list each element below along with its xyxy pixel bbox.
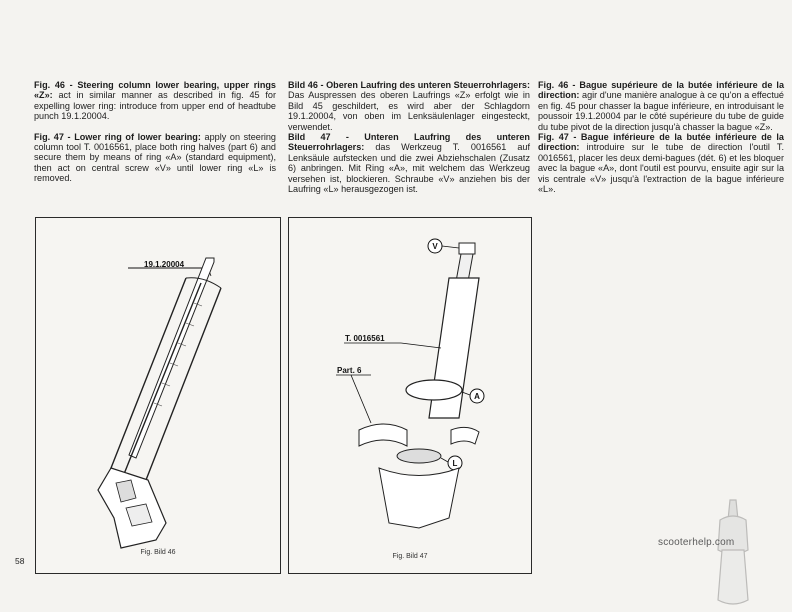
fig47-ring-a [406, 380, 462, 400]
figure-46-box [35, 217, 281, 574]
fig47-callout-v: V [432, 242, 438, 251]
bild47-german-title: Bild 47 - Unteren Laufring des unteren Steuerrohrlagers: [288, 132, 530, 153]
fig47-tool-label: T. 0016561 [345, 334, 385, 343]
fig47-central-screw-head [459, 243, 475, 254]
fig47-english-body: apply on steering column tool T. 0016561, place both ring halves (part 6) and secure them by means of ring «A» (standard equipment), then act on central screw «V» until lower ring «L» is removed. [34, 131, 276, 184]
bild47-german-body: das Werkzeug T. 0016561 auf Lenksäule aufstecken und die zwei Abziehschalen (Zusatz 6) anbringen. Mit Ring «A», mit welchem das Werkzeug versehen ist, blockieren. Schraube «V» anziehen bis der Laufring «L» herausgezogen ist. [288, 142, 530, 195]
fig46-french-title: Fig. 46 - Bague supérieure de la butée inférieure de la direction: [538, 80, 784, 101]
fig47-part-label: Part. 6 [337, 366, 362, 375]
fig47-french-paragraph [538, 132, 784, 194]
fig46-tool-label: 19.1.20004 [144, 260, 185, 269]
fig47-part-leader [351, 375, 371, 423]
bild46-german-body: Das Auspressen des oberen Laufrings «Z» erfolgt wie in Bild 45 geschildert, es wird aber der Schlagdorn 19.1.20004, von oben im Lenksäulenlager eingesteckt, verwendet. [288, 90, 530, 132]
figure-47-drawing [289, 218, 531, 573]
english-text-column [34, 80, 276, 184]
figure-46-drawing [36, 218, 280, 573]
fig47-callout-v-leader [442, 246, 459, 248]
fig47-callout-l: L [452, 459, 458, 468]
fig47-caption: Fig. Bild 47 [392, 553, 428, 560]
fig47-half-ring-left [359, 424, 407, 446]
german-text-column [288, 80, 530, 194]
fig47-callout-a: A [474, 392, 480, 401]
bild46-german-title: Bild 46 - Oberen Laufring des unteren Steuerrohrlagers: [288, 80, 530, 90]
fig46-french-body: agir d'une manière analogue à ce qu'on a effectué en fig. 45 pour chasser la bague inférieure, en introduisant le poussoir 19.1.20004 par le côté supérieure du tube de guide du tube pivot de la direction jusqu'à chasser la bague «Z». [538, 90, 784, 132]
watermark-text[interactable]: scooterhelp.com [658, 537, 735, 548]
fig47-english-paragraph [34, 132, 276, 184]
fig46-french-paragraph [538, 80, 784, 132]
figure-47-box [288, 217, 532, 574]
page-number: 58 [15, 556, 25, 566]
french-text-column [538, 80, 784, 194]
fig47-headtube-lower [379, 468, 459, 528]
fig46-english-title: Fig. 46 - Steering column lower bearing, upper rings «Z»: [34, 80, 276, 101]
fig47-tool-leader [401, 343, 441, 348]
fig46-caption: Fig. Bild 46 [140, 549, 176, 556]
fig47-french-body: introduire sur le tube de direction l'outil T. 0016561, placer les deux demi-bagues (dét. 6) et les bloquer avec la bague «A», dont l'outil est pourvu, ensuite agir sur la vis centrale «V» jusqu'à l'extraction de la bague inférieure «L». [538, 142, 784, 195]
fig46-english-paragraph [34, 80, 276, 122]
fig47-callout-a-leader [462, 392, 470, 395]
bild47-german-paragraph [288, 132, 530, 194]
fig47-english-title: Fig. 47 - Lower ring of lower bearing: [34, 131, 201, 142]
fig47-callout-l-leader [441, 458, 448, 462]
fig47-lower-ring-l [397, 449, 441, 463]
bild46-german-paragraph [288, 80, 530, 132]
fig46-english-body: act in similar manner as described in fig. 45 for expelling lower ring: introduce from upper end of headtube punch 19.1.20004. [34, 90, 276, 122]
fig47-french-title: Fig. 47 - Bague inférieure de la butée inférieure de la direction: [538, 132, 784, 153]
fig47-half-ring-right [451, 427, 479, 444]
